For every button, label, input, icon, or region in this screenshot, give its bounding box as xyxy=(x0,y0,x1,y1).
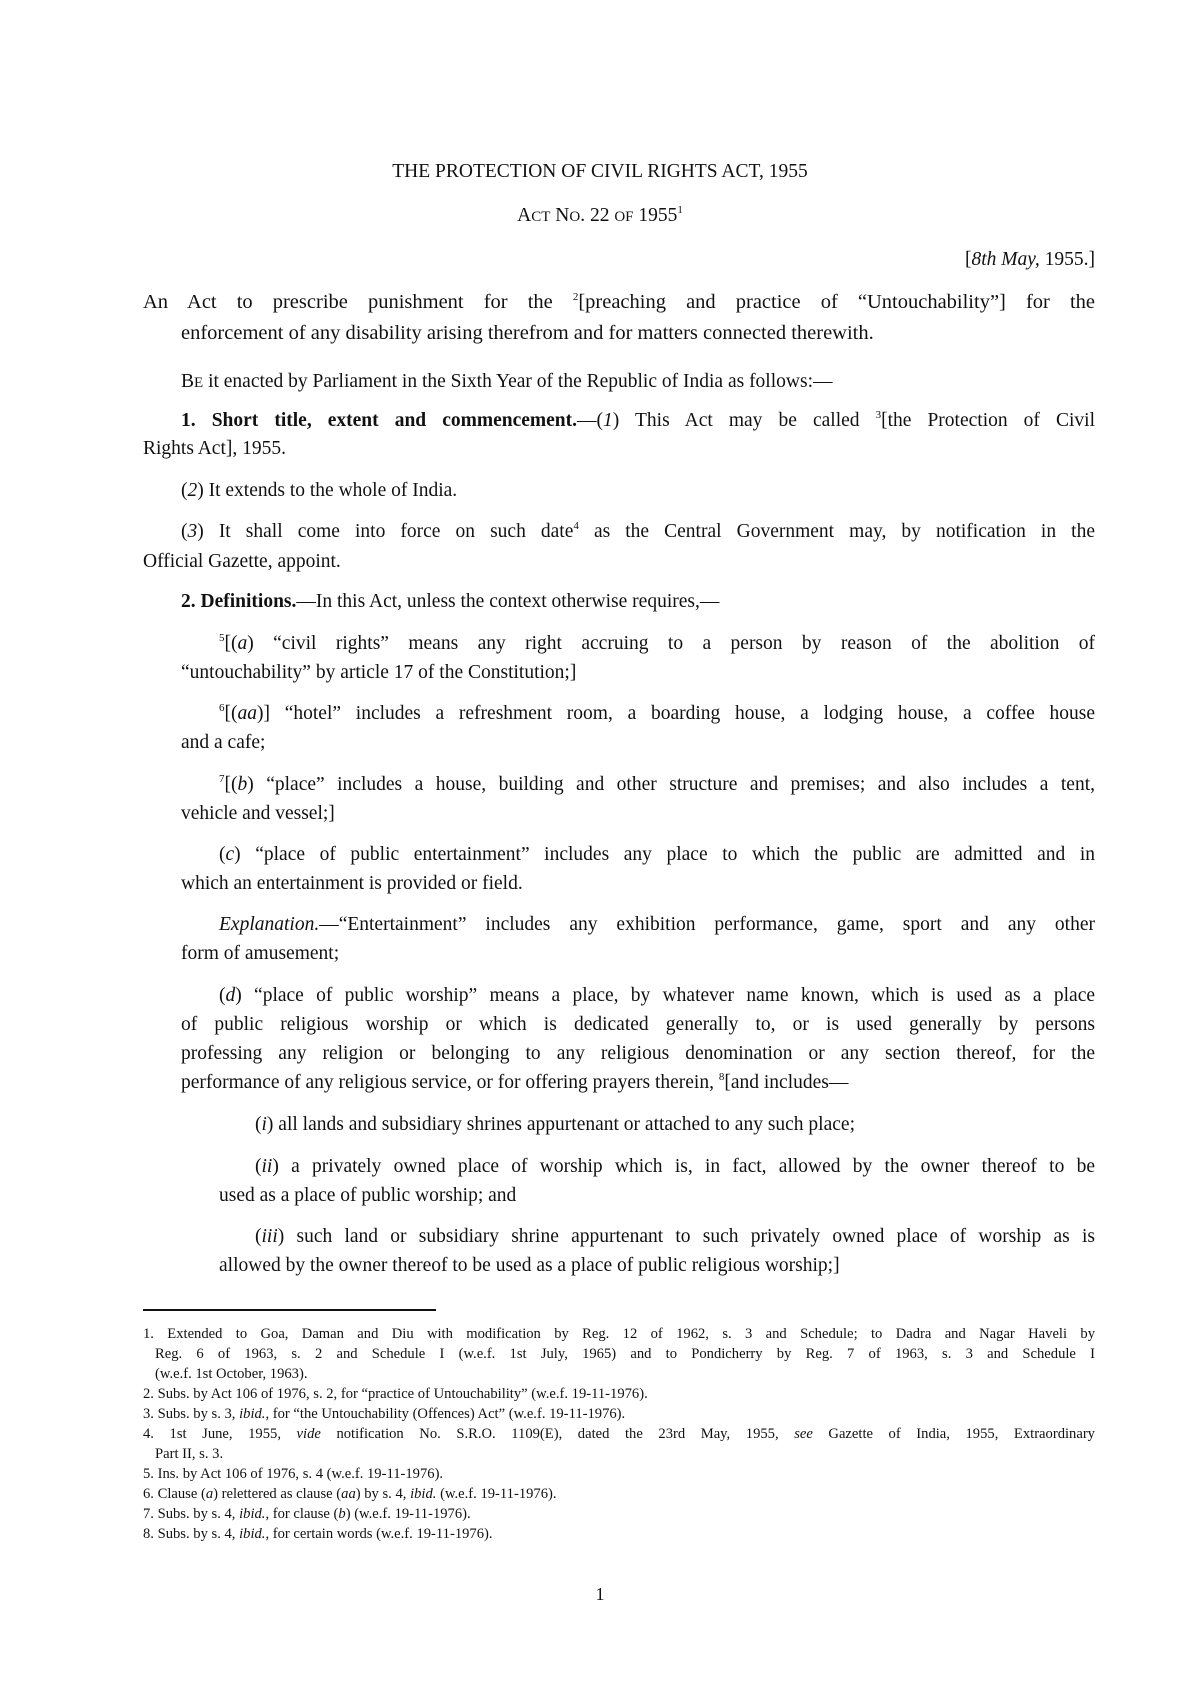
act-title: THE PROTECTION OF CIVIL RIGHTS ACT, 1955 xyxy=(392,161,808,182)
explanation-line-1: Explanation.—“Entertainment” includes any exhibition performance, game, sport and any other xyxy=(219,914,1095,935)
page-number: 1 xyxy=(595,1584,605,1604)
clause-d-line-3: professing any religion or belonging to any religious denomination or any section thereof, for the xyxy=(181,1043,1095,1064)
act-number: ACT NO. 22 OF 1955$^1$ xyxy=(517,204,683,226)
clause-aa-line-2: and a cafe; xyxy=(181,732,266,753)
footnote-7: 7. Subs. by s. 4, ibid., for clause (b) (w.e.f. 19-11-1976). xyxy=(143,1506,471,1522)
footnote-1-line-3: (w.e.f. 1st October, 1963). xyxy=(155,1366,308,1382)
footnote-4-line-1: 4. 1st June, 1955, vide notification No. S.R.O. 1109(E), dated the 23rd May, 1955, see Gazette of India, 1955, Extraordinary xyxy=(143,1426,1095,1442)
item-iii-line-1: (iii) such land or subsidiary shrine appurtenant to such privately owned place of worship as is xyxy=(255,1226,1095,1247)
item-ii-line-2: used as a place of public worship; and xyxy=(219,1185,517,1206)
clause-d-line-4: performance of any religious service, or for offering prayers therein, $^8$[and includes— xyxy=(181,1071,849,1093)
item-i: (i) all lands and subsidiary shrines appurtenant or attached to any such place; xyxy=(255,1114,855,1135)
act-date: [8th May, 1955.] xyxy=(965,249,1095,270)
clause-d-line-1: (d) “place of public worship” means a place, by whatever name known, which is used as a place xyxy=(219,985,1095,1006)
footnote-ref-8: 8 xyxy=(718,1071,725,1083)
explanation-line-2: form of amusement; xyxy=(181,943,340,964)
section-1-heading: 1. Short title, extent and commencement. xyxy=(181,410,578,431)
footnote-separator xyxy=(143,1309,436,1311)
clause-a-line-1: $^5$[(a) “civil rights” means any right accruing to a person by reason of the abolition of xyxy=(219,632,1095,654)
footnote-ref-6: 6 xyxy=(219,702,225,714)
footnote-1-line-2: Reg. 6 of 1963, s. 2 and Schedule I (w.e.f. 1st July, 1965) and to Pondicherry by Reg. 7 of 1963, s. 3 and Schedule I xyxy=(155,1346,1095,1362)
footnote-2: 2. Subs. by Act 106 of 1976, s. 2, for “practice of Untouchability” (w.e.f. 19-11-1976). xyxy=(143,1386,648,1402)
footnote-ref-2: 2 xyxy=(572,291,579,303)
footnote-ref-7: 7 xyxy=(219,773,225,785)
enacting-formula: BE it enacted by Parliament in the Sixth Year of the Republic of India as follows:— xyxy=(181,371,833,392)
item-ii-line-1: (ii) a privately owned place of worship which is, in fact, allowed by the owner thereof to be xyxy=(255,1156,1095,1177)
long-title-line-2: enforcement of any disability arising therefrom and for matters connected therewith. xyxy=(181,322,874,344)
footnote-ref-5: 5 xyxy=(219,632,225,644)
clause-c-line-2: which an entertainment is provided or field. xyxy=(181,873,523,894)
footnote-ref-4: 4 xyxy=(573,520,579,532)
section-1-sub-3-line-1: (3) It shall come into force on such date$^4$ as the Central Government may, by notification in the xyxy=(181,520,1095,542)
clause-b-line-1: $^7$[(b) “place” includes a house, building and other structure and premises; and also includes a tent, xyxy=(219,773,1095,795)
footnote-4-line-2: Part II, s. 3. xyxy=(155,1446,224,1462)
section-1-line-2: Rights Act], 1955. xyxy=(143,438,287,459)
section-1-sub-3-line-2: Official Gazette, appoint. xyxy=(143,551,341,572)
item-iii-line-2: allowed by the owner thereof to be used as a place of public religious worship;] xyxy=(219,1255,840,1276)
long-title-line-1: An Act to prescribe punishment for the $^2$[preaching and practice of “Untouchability”] for the xyxy=(143,291,1095,313)
clause-c-line-1: (c) “place of public entertainment” includes any place to which the public are admitted and in xyxy=(219,844,1095,865)
clause-aa-line-1: $^6$[(aa)] “hotel” includes a refreshment room, a boarding house, a lodging house, a coffee house xyxy=(219,702,1095,724)
section-1-line-1: 1. Short title, extent and commencement.—(1) This Act may be called $^3$[the Protection of Civil xyxy=(181,409,1095,431)
clause-a-line-2: “untouchability” by article 17 of the Constitution;] xyxy=(181,662,577,683)
clause-d-line-2: of public religious worship or which is dedicated generally to, or is used generally by persons xyxy=(181,1014,1095,1035)
clause-b-line-2: vehicle and vessel;] xyxy=(181,803,335,824)
footnote-3: 3. Subs. by s. 3, ibid., for “the Untouchability (Offences) Act” (w.e.f. 19-11-1976). xyxy=(143,1406,626,1422)
footnote-ref-3: 3 xyxy=(875,409,882,421)
footnote-8: 8. Subs. by s. 4, ibid., for certain words (w.e.f. 19-11-1976). xyxy=(143,1526,493,1542)
section-2-intro: 2. Definitions.—In this Act, unless the context otherwise requires,— xyxy=(181,591,720,612)
section-2-heading: 2. Definitions. xyxy=(181,591,297,612)
footnote-6: 6. Clause (a) relettered as clause (aa) by s. 4, ibid. (w.e.f. 19-11-1976). xyxy=(143,1486,557,1502)
footnote-ref-1: 1 xyxy=(677,204,683,216)
footnote-5: 5. Ins. by Act 106 of 1976, s. 4 (w.e.f. 19-11-1976). xyxy=(143,1466,444,1482)
footnote-1-line-1: 1. Extended to Goa, Daman and Diu with modification by Reg. 12 of 1962, s. 3 and Schedule; to Dadra and Nagar Haveli by xyxy=(143,1326,1095,1342)
section-1-sub-2: (2) It extends to the whole of India. xyxy=(181,480,458,501)
